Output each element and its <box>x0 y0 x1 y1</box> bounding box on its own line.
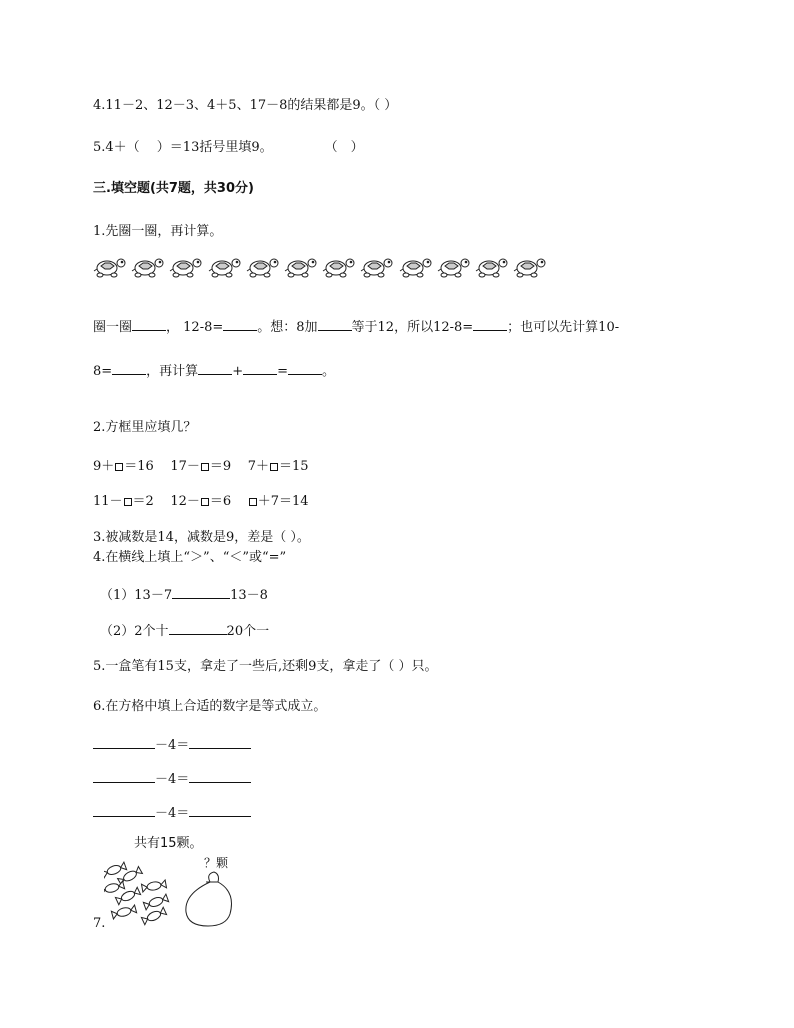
q4-text: （2）2个十 <box>100 624 169 639</box>
turtle-icon <box>246 254 280 280</box>
q2-title: 2.方框里应填几？ <box>93 420 197 435</box>
section-3-title: 三.填空题(共7题，共30分) <box>93 181 254 196</box>
q2-text: ＝6 <box>209 494 232 509</box>
turtle-icon <box>360 254 394 280</box>
q4-item2 <box>100 620 269 639</box>
turtle-icon <box>399 254 433 280</box>
turtle-icon <box>437 254 471 280</box>
q1-text: 圈一圈 <box>93 320 133 335</box>
q1-text: 8= <box>93 364 113 379</box>
q6-text: －4＝ <box>155 806 190 821</box>
answer-blank[interactable] <box>172 586 230 599</box>
q6-row <box>93 768 251 787</box>
candy-icon <box>141 907 166 924</box>
turtle-icon <box>322 254 356 280</box>
q6-text: －4＝ <box>155 738 190 753</box>
answer-box[interactable] <box>115 463 123 471</box>
candy-icon <box>141 880 166 892</box>
candy-icon <box>104 862 127 878</box>
candy-and-bag-drawing <box>104 832 254 930</box>
answer-blank[interactable] <box>288 362 322 375</box>
answer-box[interactable] <box>270 463 278 471</box>
q2-text: ＝2 <box>132 494 154 509</box>
q1-text: + <box>232 364 244 379</box>
q3-text: 3.被减数是14，减数是9，差是（ ）。 <box>93 530 310 545</box>
candy-illustration <box>104 832 254 930</box>
answer-blank[interactable] <box>112 362 146 375</box>
q2-text: 9＋ <box>93 459 115 474</box>
turtle-icon <box>131 254 165 280</box>
q4-title: 4.在横线上填上“＞”、“＜”或“=” <box>93 550 287 565</box>
answer-blank[interactable] <box>198 362 232 375</box>
q4-text: 13－8 <box>230 588 268 603</box>
answer-blank[interactable] <box>318 318 352 331</box>
q6-text: －4＝ <box>155 772 190 787</box>
candy-icon <box>111 905 136 919</box>
q1-text: ，再计算 <box>146 364 199 379</box>
answer-blank[interactable] <box>93 736 155 749</box>
turtle-icon <box>93 254 127 280</box>
bag-icon <box>186 872 232 926</box>
answer-blank[interactable] <box>93 770 155 783</box>
q6-row <box>93 734 251 753</box>
q2-row1 <box>93 455 309 474</box>
q4-text: （1）13－7 <box>100 588 173 603</box>
q2-row2 <box>93 490 309 509</box>
answer-box[interactable] <box>201 498 209 506</box>
candy-total-text: 共有15颗。 <box>134 836 203 851</box>
answer-blank[interactable] <box>243 362 277 375</box>
turtle-icon <box>475 254 509 280</box>
q2-text: ＝16 <box>124 459 154 474</box>
q1-text: 。 <box>322 364 336 379</box>
q1-text: ， 12-8= <box>166 320 224 335</box>
q1-text: = <box>277 364 288 379</box>
answer-box[interactable] <box>124 498 132 506</box>
q2-text: 11－ <box>93 494 123 509</box>
q1-text: 等于12，所以12-8= <box>351 320 474 335</box>
answer-blank[interactable] <box>189 770 251 783</box>
answer-box[interactable] <box>249 498 257 506</box>
q1-line1 <box>93 316 619 335</box>
q6-row <box>93 802 251 821</box>
answer-box[interactable] <box>201 463 209 471</box>
answer-blank[interactable] <box>189 736 251 749</box>
q2-text: 17－ <box>170 459 200 474</box>
turtle-icon <box>513 254 547 280</box>
q4-text: 20个一 <box>226 624 270 639</box>
q5-text: 5.一盒笔有15支，拿走了一些后,还剩9支，拿走了（ ）只。 <box>93 659 438 674</box>
answer-blank[interactable] <box>93 804 155 817</box>
q2-text: ＝15 <box>279 459 309 474</box>
q7-label: 7. <box>93 916 106 931</box>
q2-text: ＝9 <box>209 459 232 474</box>
candy-icon <box>143 894 168 910</box>
q1-line2 <box>93 360 335 379</box>
judge-question-4: 4.11－2、12－3、4＋5、17－8的结果都是9。（ ） <box>93 98 398 113</box>
answer-blank[interactable] <box>169 622 227 635</box>
candy-icon <box>115 887 140 904</box>
answer-blank[interactable] <box>223 318 257 331</box>
q2-text: 7＋ <box>247 459 269 474</box>
turtle-icon <box>169 254 203 280</box>
q1-text: ；也可以先计算10- <box>507 320 620 335</box>
turtle-icon <box>284 254 318 280</box>
q1-title: 1.先圈一圈，再计算。 <box>93 224 223 239</box>
q6-title: 6.在方格中填上合适的数字是等式成立。 <box>93 699 327 714</box>
q4-item1 <box>100 584 268 603</box>
q2-text: ＋7＝14 <box>257 494 309 509</box>
turtle-icon <box>208 254 242 280</box>
answer-blank[interactable] <box>473 318 507 331</box>
q1-text: 。想：8加 <box>257 320 318 335</box>
candy-icon <box>104 881 125 895</box>
turtle-row <box>93 254 553 282</box>
answer-blank[interactable] <box>189 804 251 817</box>
judge-question-5: 5.4＋（ ）＝13括号里填9。 （ ） <box>93 140 364 155</box>
bag-count-text: ？颗 <box>204 856 229 870</box>
q2-text: 12－ <box>170 494 200 509</box>
answer-blank[interactable] <box>132 318 166 331</box>
